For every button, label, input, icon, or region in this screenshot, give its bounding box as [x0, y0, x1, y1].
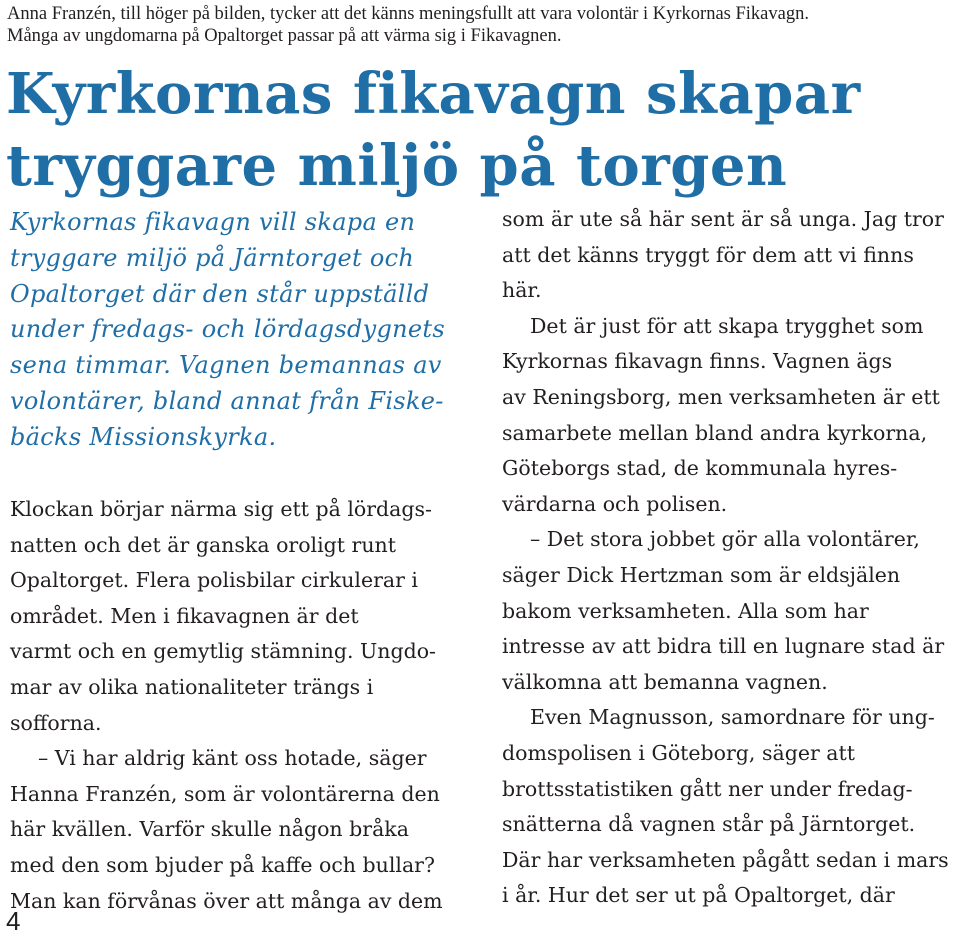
body-line: Det är just för att skapa trygghet som	[530, 313, 924, 338]
body-line: snätterna då vagnen står på Järntorget.	[502, 812, 916, 837]
body-line: natten och det är ganska oroligt runt	[10, 532, 396, 557]
headline-line: tryggare miljö på torgen	[6, 133, 788, 199]
body-line: samarbete mellan bland andra kyrkorna,	[502, 420, 928, 445]
body-line: med den som bjuder på kaffe och bullar?	[10, 852, 435, 877]
body-line: intresse av att bidra till en lugnare stad är	[502, 634, 945, 659]
body-line: att det känns tryggt för dem att vi finns	[502, 242, 914, 267]
body-line: här kvällen. Varför skulle någon bråka	[10, 817, 409, 842]
headline-line: Kyrkornas fikavagn skapar	[6, 61, 861, 127]
body-column-left	[10, 492, 480, 919]
body-line: välkomna att bemanna vagnen.	[502, 669, 828, 694]
body-line: bakom verksamheten. Alla som har	[502, 598, 869, 623]
ingress-line: volontärer, bland annat från Fiske-	[10, 386, 444, 415]
body-line: mar av olika nationaliteter trängs i	[10, 674, 374, 699]
article-ingress	[10, 205, 480, 456]
ingress-line: Opaltorget där den står uppställd	[10, 279, 430, 308]
body-line: – Det stora jobbet gör alla volontärer,	[530, 527, 920, 552]
body-line: brottsstatistiken gått ner under fredag-	[502, 776, 913, 801]
body-line: Even Magnusson, samordnare för ung-	[530, 705, 935, 730]
body-line: som är ute så här sent är så unga. Jag tror	[502, 207, 944, 231]
page-number: 4	[6, 906, 21, 936]
ingress-line: bäcks Missionskyrka.	[10, 422, 277, 451]
body-column-right	[502, 202, 958, 914]
ingress-line: tryggare miljö på Järntorget och	[10, 243, 415, 272]
body-line: Opaltorget. Flera polisbilar cirkulerar i	[10, 568, 418, 593]
body-line: i år. Hur det ser ut på Opaltorget, där	[502, 883, 895, 908]
body-line: – Vi har aldrig känt oss hotade, säger	[38, 746, 427, 771]
body-line: av Reningsborg, men verksamheten är ett	[502, 384, 940, 409]
body-line: varmt och en gemytlig stämning. Ungdo-	[10, 639, 436, 664]
ingress-line: Kyrkornas fikavagn vill skapa en	[10, 208, 416, 236]
ingress-line: under fredags- och lördagsdygnets	[10, 315, 445, 344]
body-line: Göteborgs stad, de kommunala hyres-	[502, 456, 898, 481]
body-line: värdarna och polisen.	[502, 491, 728, 516]
article-headline	[6, 58, 956, 202]
caption-line: Många av ungdomarna på Opaltorget passar på att värma sig i Fikavagnen.	[7, 26, 562, 46]
body-line: Klockan börjar närma sig ett på lördags-	[10, 497, 432, 521]
body-line: Hanna Franzén, som är volontärerna den	[10, 781, 440, 806]
ingress-line: sena timmar. Vagnen bemannas av	[10, 351, 442, 380]
photo-caption	[7, 3, 957, 47]
body-line: sofforna.	[10, 710, 102, 735]
caption-line: Anna Franzén, till höger på bilden, tycker att det känns meningsfullt att vara volontär i Kyrkornas Fikavagn.	[7, 4, 809, 24]
body-line: Kyrkornas fikavagn finns. Vagnen ägs	[502, 349, 893, 374]
body-line: här.	[502, 278, 542, 303]
body-line: området. Men i fikavagnen är det	[10, 603, 359, 628]
body-line: Där har verksamheten pågått sedan i mars	[502, 847, 949, 872]
body-line: säger Dick Hertzman som är eldsjälen	[502, 562, 901, 587]
body-line: Man kan förvånas över att många av dem	[10, 888, 443, 913]
body-line: domspolisen i Göteborg, säger att	[502, 740, 855, 765]
